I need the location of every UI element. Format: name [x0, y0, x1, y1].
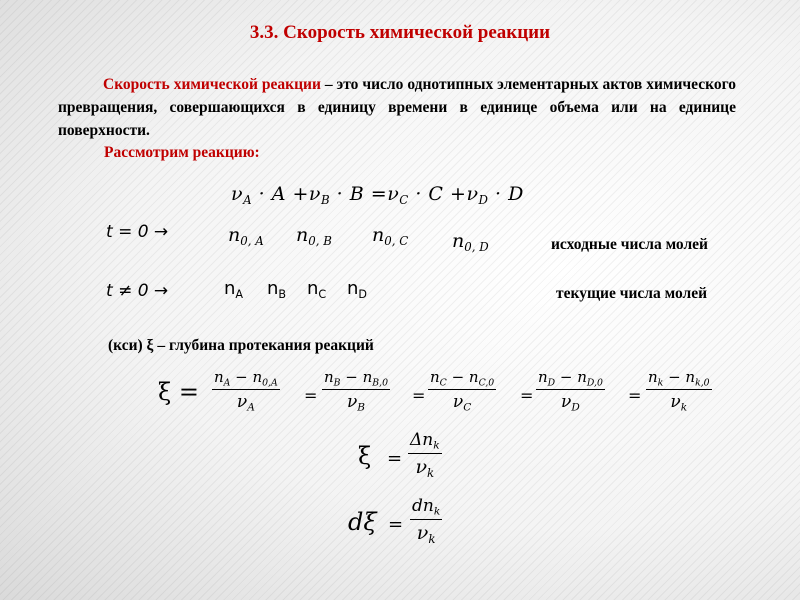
eq1-fraction-b: $\frac{n_B - n_{B,0}}{\nu_B}$ — [324, 368, 388, 414]
current-moles-label: текущие числа молей — [556, 285, 708, 302]
definition-text: – это число однотипных элементарных актов химического превращения, совершающихся в единицу времени в единице объема или на единице поверхности. — [58, 76, 736, 139]
eq3-equals: = — [388, 514, 404, 535]
xi-definition: (кси) ξ – глубина протекания реакций — [108, 337, 374, 354]
current-moles-b: $n_B$ — [267, 278, 287, 301]
initial-moles-b: $n_{0, B}$ — [296, 224, 332, 249]
eq1-fraction-k: $\frac{n_k - n_{k,0}}{\nu_k}$ — [648, 368, 710, 414]
eq1-lhs: ξ = — [158, 378, 199, 406]
eq1-equals-2: = — [412, 386, 426, 405]
eq1-fraction-c: $\frac{n_C - n_{C,0}}{\nu_C}$ — [430, 368, 495, 414]
initial-moles-c: $n_{0, C}$ — [372, 224, 409, 249]
eq1-equals-1: = — [304, 386, 318, 405]
current-moles-d: $n_D$ — [347, 278, 368, 301]
initial-moles-d: $n_{0, D}$ — [452, 230, 489, 255]
reaction-equation: $\nu_A \cdot A +\nu_B \cdot B =\nu_C \cdot C +\nu_D \cdot D$ — [231, 183, 524, 208]
eq1-equals-4: = — [628, 386, 642, 405]
consider-label: Рассмотрим реакцию: — [104, 144, 260, 161]
eq2-equals: = — [387, 448, 403, 469]
eq1-equals-3: = — [520, 386, 534, 405]
eq2-lhs: ξ — [358, 442, 372, 470]
nu-symbol: ν — [231, 183, 244, 205]
t-zero-label: t = 0 → — [106, 222, 169, 242]
definition-term: Скорость химической реакции — [103, 76, 321, 93]
current-moles-a: $n_A$ — [224, 278, 244, 301]
eq3-lhs: dξ — [348, 508, 377, 536]
eq3-fraction: $dn_k$ $\nu_k$ — [412, 496, 441, 546]
initial-moles-label: исходные числа молей — [551, 236, 708, 253]
eq1-fraction-d: $\frac{n_D - n_{D,0}}{\nu_D}$ — [538, 368, 603, 414]
t-nonzero-label: t ≠ 0 → — [106, 281, 169, 301]
eq2-fraction: $\Delta n_k$ $\nu_k$ — [410, 430, 440, 480]
slide-title: 3.3. Скорость химической реакции — [249, 22, 551, 43]
definition-paragraph — [58, 73, 736, 142]
current-moles-c: $n_C$ — [307, 278, 327, 301]
eq1-fraction-a: $\frac{n_A - n_{0,A}}{\nu_A}$ — [214, 368, 278, 414]
initial-moles-a: $n_{0, A}$ — [228, 224, 264, 249]
